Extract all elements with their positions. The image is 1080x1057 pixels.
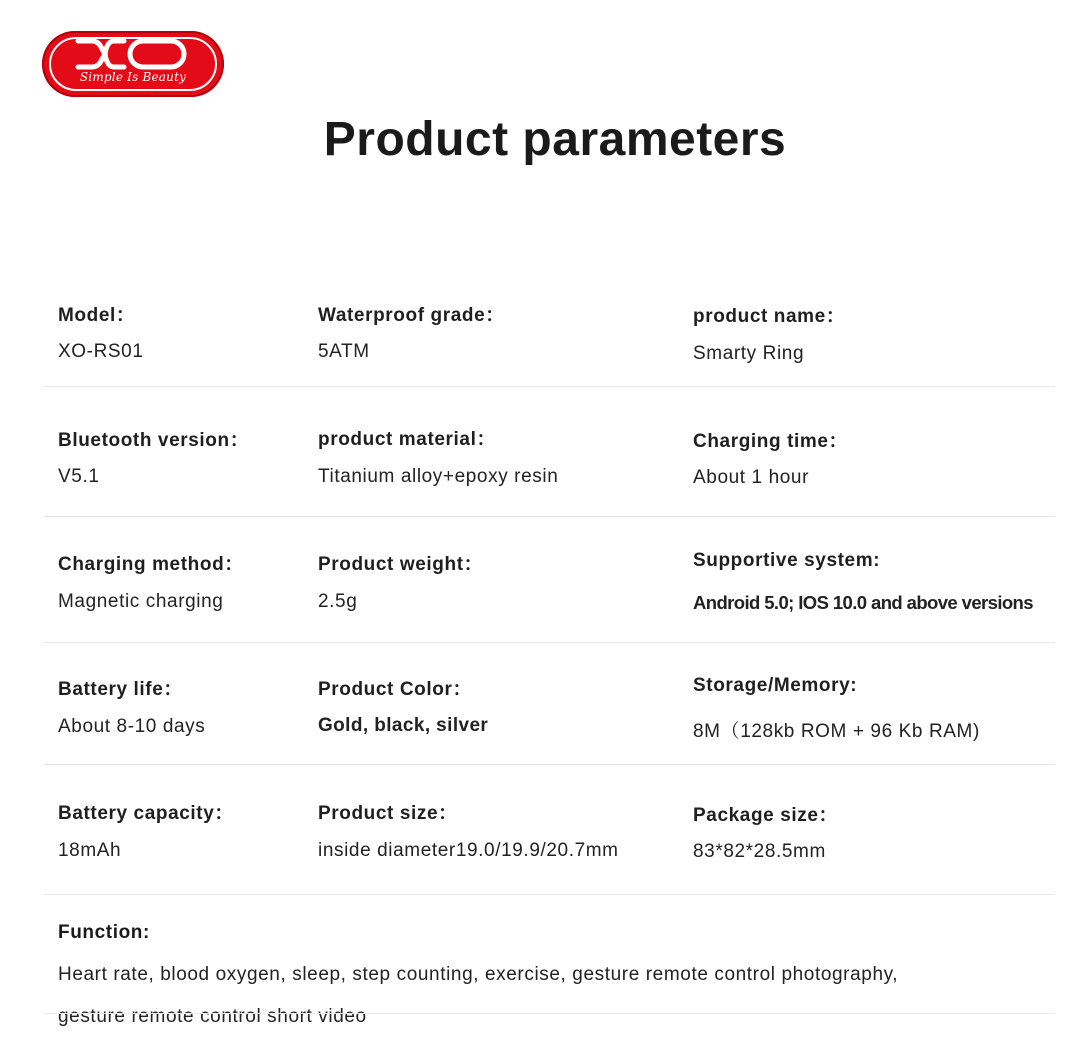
param-row (44, 516, 1055, 643)
param-value: Titanium alloy+epoxy resin (318, 466, 559, 487)
param-value: inside diameter19.0/19.9/20.7mm (318, 840, 619, 861)
param-label: Product size： (318, 803, 458, 824)
function-text-line: gesture remote control short video (58, 1006, 367, 1027)
param-label: Battery life： (58, 679, 184, 700)
param-row (44, 290, 1055, 387)
param-label: Storage/Memory: (693, 675, 858, 696)
param-value: 2.5g (318, 591, 358, 612)
param-row (44, 764, 1055, 895)
param-row (44, 642, 1055, 765)
param-label: Package size： (693, 805, 839, 826)
param-label: Charging time： (693, 431, 849, 452)
param-label: Supportive system: (693, 550, 881, 571)
param-label: Product Color： (318, 679, 473, 700)
xo-logo-icon (72, 37, 192, 71)
param-label: Charging method： (58, 554, 244, 575)
param-value: Android 5.0; IOS 10.0 and above versions (693, 592, 1033, 613)
param-label: Model： (58, 305, 136, 326)
param-value: About 1 hour (693, 467, 810, 488)
param-value: 8M（128kb ROM + 96 Kb RAM) (693, 721, 980, 742)
param-value: 18mAh (58, 840, 122, 861)
param-row (44, 386, 1055, 517)
logo-tagline: Simple Is Beauty (79, 70, 187, 84)
param-label: product name： (693, 306, 846, 327)
param-value: Magnetic charging (58, 591, 224, 612)
param-value: Smarty Ring (693, 343, 805, 364)
function-text-line: Heart rate, blood oxygen, sleep, step counting, exercise, gesture remote control photography, (58, 964, 899, 985)
param-value: 83*82*28.5mm (693, 841, 826, 862)
param-label: Product weight： (318, 554, 484, 575)
param-value: V5.1 (58, 466, 100, 487)
param-value: About 8-10 days (58, 716, 206, 737)
brand-logo (42, 31, 224, 97)
param-label: Battery capacity： (58, 803, 234, 824)
param-label: Waterproof grade： (318, 305, 505, 326)
param-label: Bluetooth version： (58, 430, 250, 451)
param-value: 5ATM (318, 341, 370, 362)
param-value: Gold, black, silver (318, 715, 489, 736)
function-label: Function: (58, 922, 150, 943)
param-label: product material： (318, 429, 497, 450)
page-title: Product parameters (323, 113, 787, 166)
divider (44, 1013, 1055, 1014)
param-value: XO-RS01 (58, 341, 144, 362)
